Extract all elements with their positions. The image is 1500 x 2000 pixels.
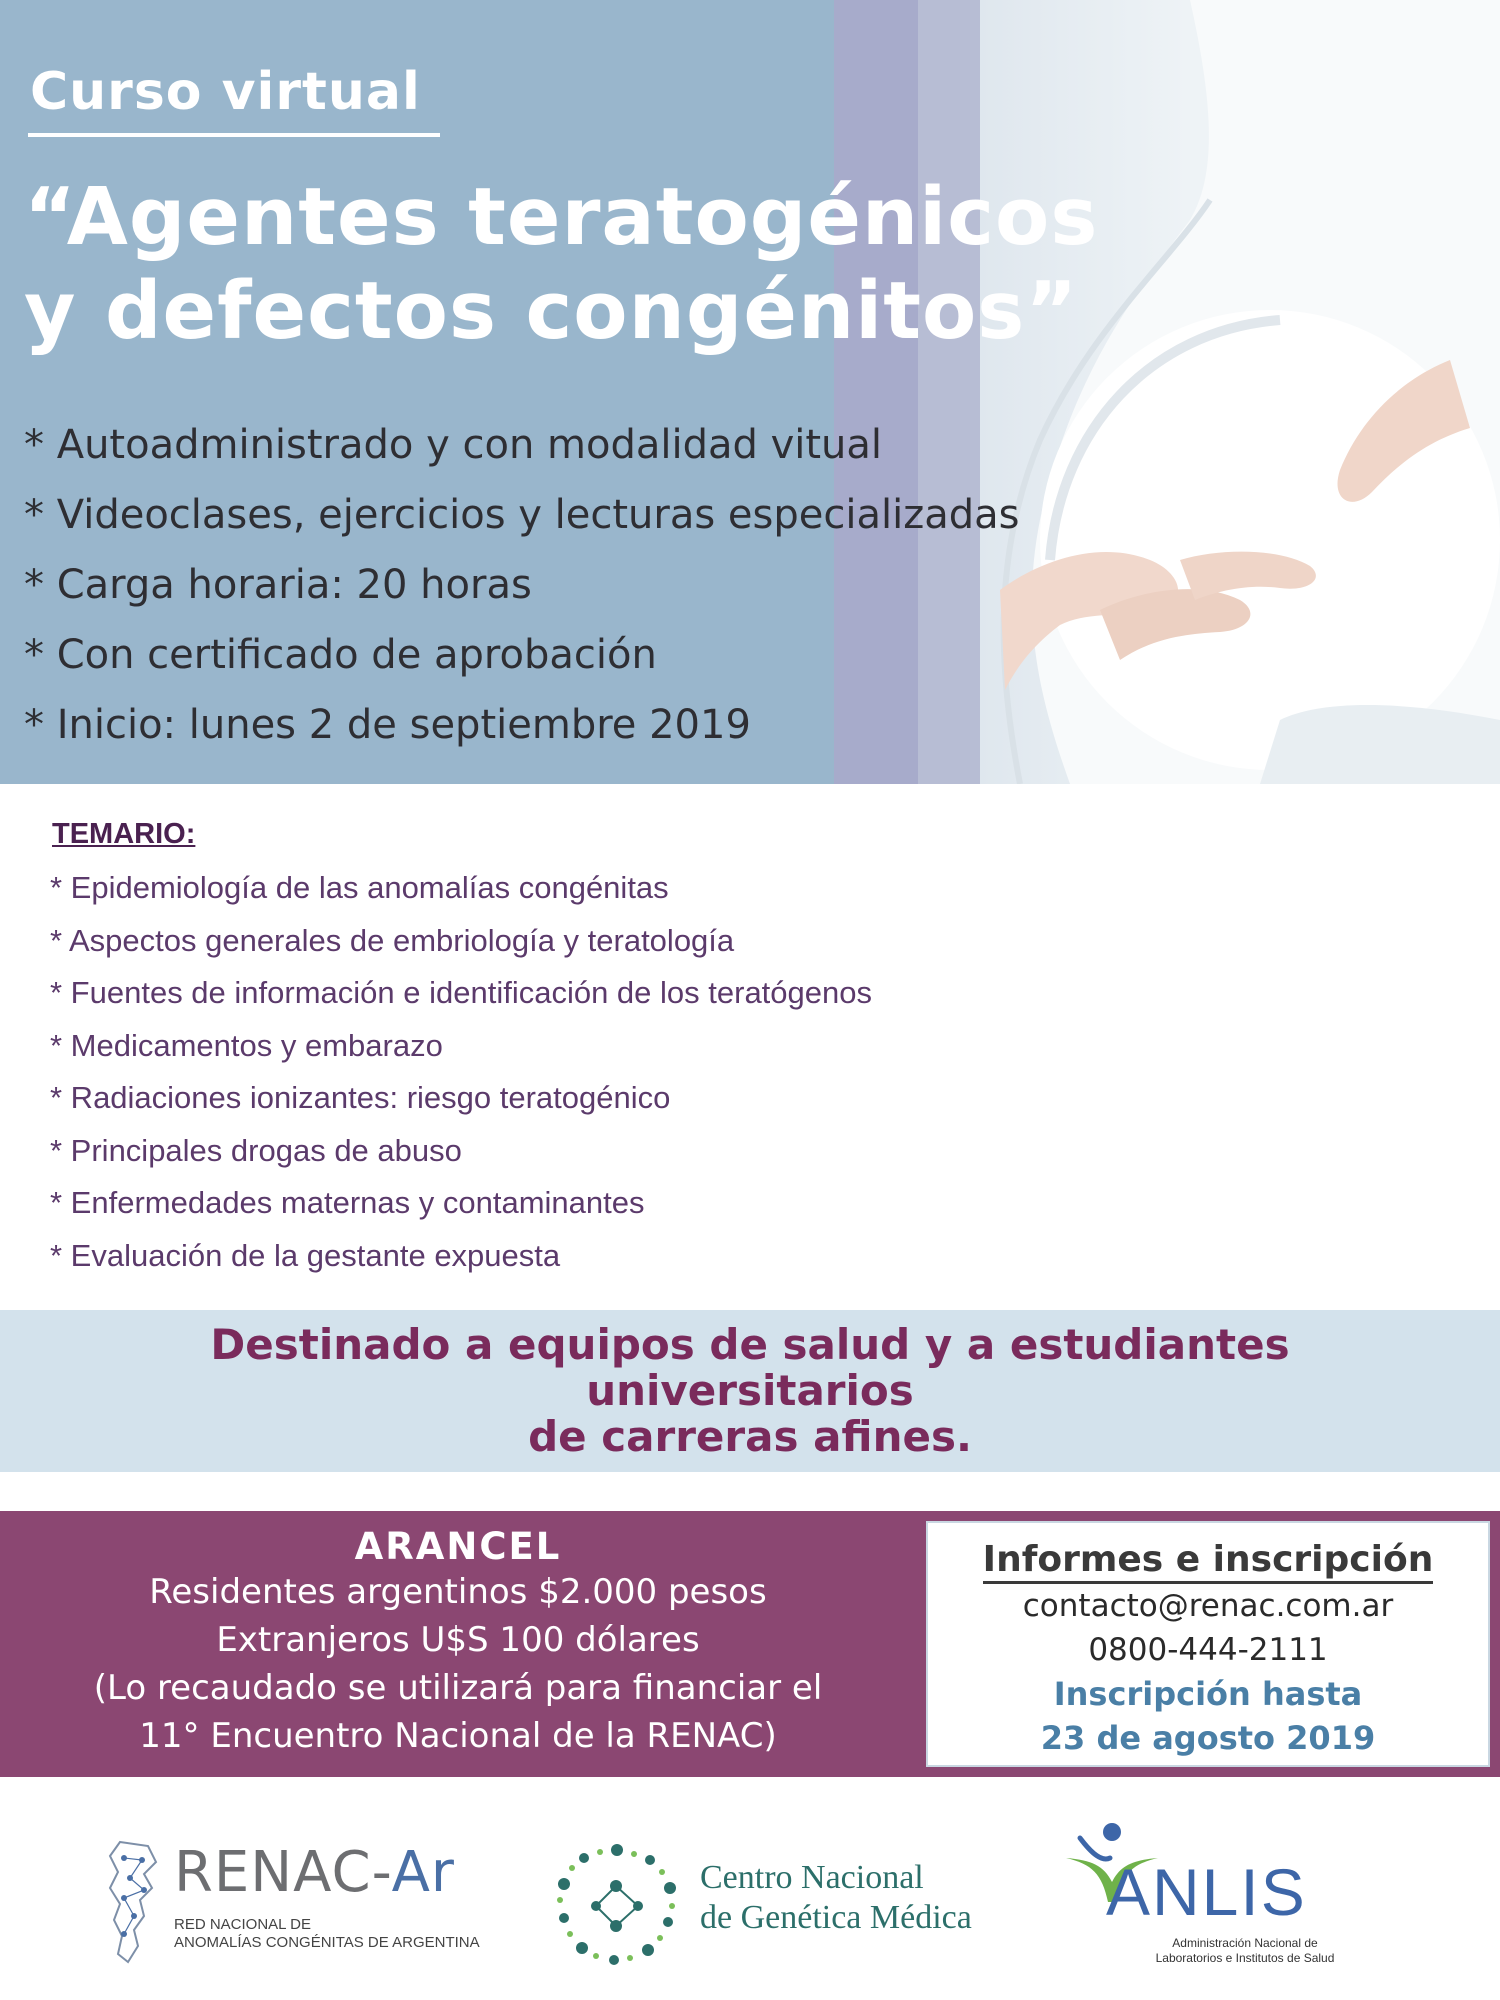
anlis-logo [1062, 1818, 1382, 1978]
kicker-underline [28, 133, 440, 137]
logos-footer [0, 1790, 1500, 2000]
temario-heading: TEMARIO: [52, 818, 196, 850]
pregnant-belly-illustration [980, 0, 1500, 784]
audience-text [40, 1322, 1460, 1460]
renac-subtitle-line: ANOMALÍAS CONGÉNITAS DE ARGENTINA [174, 1934, 480, 1951]
fees-panel [0, 1511, 916, 1777]
course-features-list [24, 410, 1019, 760]
anlis-subtitle-line: Administración Nacional de [1172, 1936, 1318, 1950]
feature-item: * Con certificado de aprobación [24, 632, 657, 678]
temario-item: * Principales drogas de abuso [50, 1132, 462, 1168]
contact-phone[interactable]: 0800-444-2111 [1088, 1632, 1328, 1668]
cngm-name-line: Centro Nacional [700, 1859, 924, 1896]
renac-name-suffix: Ar [391, 1840, 455, 1905]
audience-band [0, 1310, 1500, 1472]
renac-subtitle-line: RED NACIONAL DE [174, 1916, 311, 1933]
temario-item: * Radiaciones ionizantes: riesgo teratogénico [50, 1080, 671, 1115]
hero-banner [0, 0, 1500, 784]
temario-list [50, 862, 872, 1282]
argentina-map-icon [100, 1838, 170, 1968]
feature-item: * Carga horaria: 20 horas [24, 562, 532, 608]
fees-line: 11° Encuentro Nacional de la RENAC) [139, 1716, 777, 1756]
temario-item: * Aspectos generales de embriología y teratología [50, 922, 735, 958]
course-title [24, 170, 1144, 358]
pregnant-woman-photo [980, 0, 1500, 784]
audience-line: Destinado a equipos de salud y a estudiantes universitarios [210, 1320, 1290, 1415]
cngm-name-line: de Genética Médica [700, 1899, 972, 1936]
anlis-name: ANLIS [1106, 1855, 1307, 1929]
contact-frame [916, 1511, 1500, 1777]
anlis-subtitle [1120, 1936, 1370, 1966]
registration-deadline-label: Inscripción hasta [1053, 1675, 1363, 1713]
renac-subtitle [174, 1916, 480, 1952]
fees-line: Extranjeros U$S 100 dólares [216, 1620, 700, 1660]
contact-title: Informes e inscripción [983, 1539, 1434, 1584]
feature-item: * Autoadministrado y con modalidad vitual [24, 422, 883, 468]
feature-item: * Videoclases, ejercicios y lecturas especializadas [24, 492, 1020, 538]
renac-name-main: RENAC- [174, 1840, 392, 1905]
anlis-subtitle-line: Laboratorios e Institutos de Salud [1155, 1951, 1335, 1965]
temario-item: * Enfermedades maternas y contaminantes [50, 1185, 645, 1220]
registration-deadline-date: 23 de agosto 2019 [1040, 1719, 1376, 1757]
cngm-logo [552, 1840, 1012, 1970]
course-title-line: “Agentes teratogénicos [24, 171, 1099, 263]
course-title-line: y defectos congénitos” [24, 265, 1079, 357]
renac-name [174, 1840, 455, 1905]
cngm-name [700, 1858, 972, 1938]
renac-logo [100, 1838, 500, 1968]
contact-panel [926, 1521, 1490, 1767]
dna-circle-icon [552, 1840, 682, 1970]
course-kicker: Curso virtual [30, 62, 421, 122]
fees-title: ARANCEL [354, 1525, 562, 1568]
temario-item: * Epidemiología de las anomalías congénitas [50, 870, 669, 905]
fees-line: (Lo recaudado se utilizará para financiar el [93, 1668, 823, 1708]
temario-item: * Evaluación de la gestante expuesta [50, 1237, 561, 1273]
temario-item: * Fuentes de información e identificación de los teratógenos [50, 975, 872, 1010]
feature-item: * Inicio: lunes 2 de septiembre 2019 [24, 702, 751, 748]
contact-email-link[interactable]: contacto@renac.com.ar [1022, 1588, 1394, 1624]
temario-item: * Medicamentos y embarazo [50, 1027, 443, 1063]
fees-line: Residentes argentinos $2.000 pesos [149, 1572, 767, 1612]
audience-line: de carreras afines. [528, 1412, 972, 1461]
